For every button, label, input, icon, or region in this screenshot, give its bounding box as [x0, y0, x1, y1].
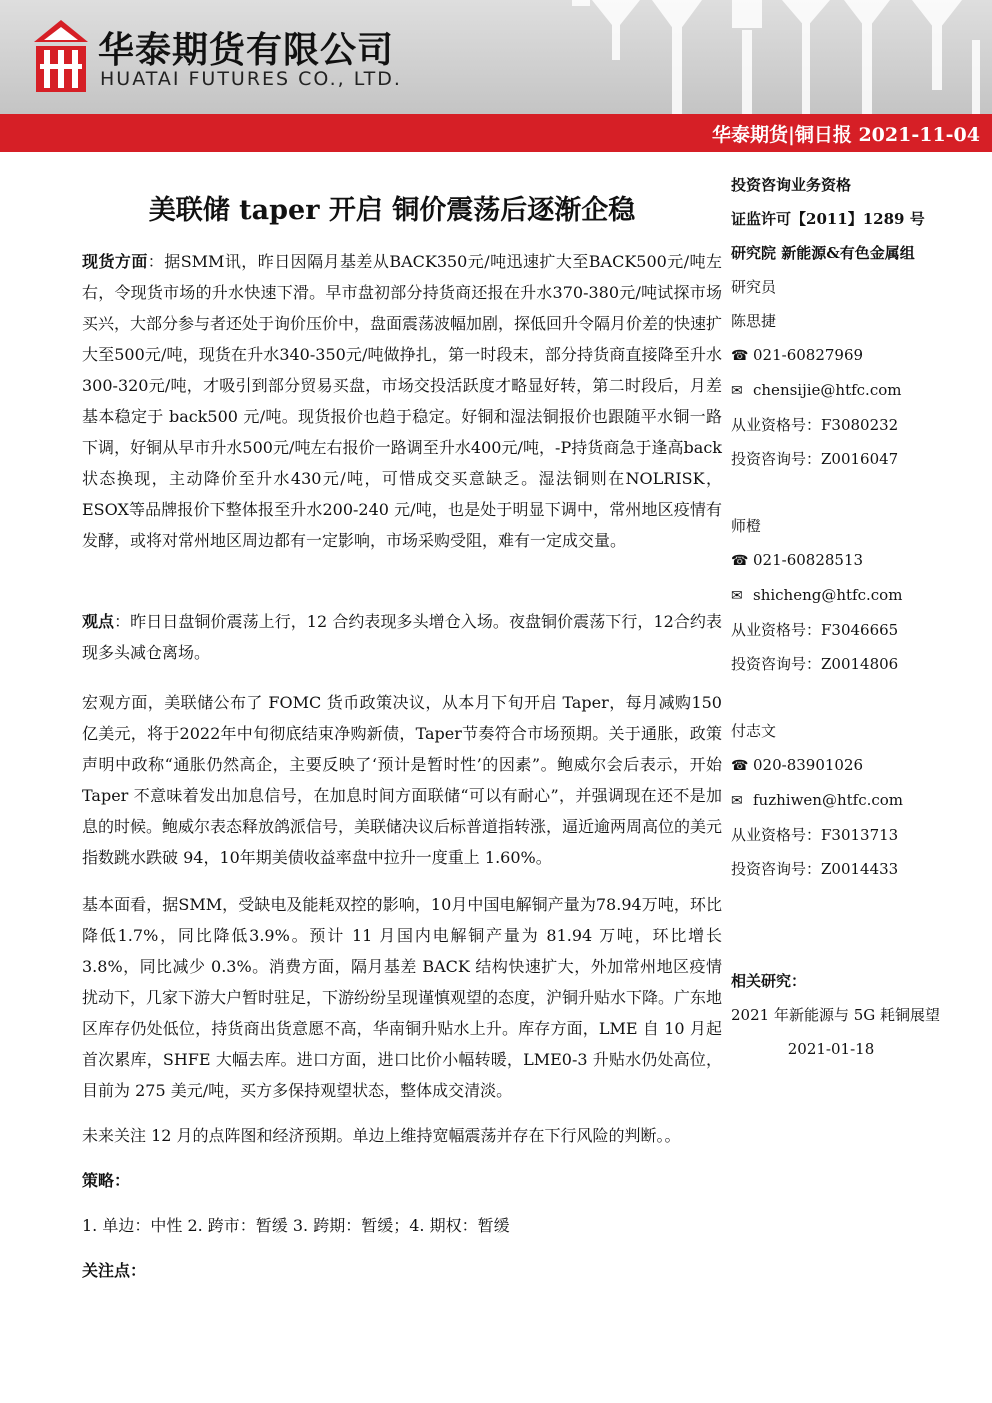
huatai-logo-icon: [32, 18, 90, 94]
fundamental-paragraph: 基本面看，据SMM，受缺电及能耗双控的影响，10月中国电解铜产量为78.94万吨，环比降低1.7%，同比降低3.9%。预计 11 月国内电解铜产量为 81.94 万吨，环比增长 3.8%，同比减少 0.3%。消费方面，隔月基差 BACK 结构快速扩大，外加常州地区疫情扰动下，几家下游大户暂时驻足，下游纷纷呈现谨慎观望的态度，沪铜升贴水下降。广东地区库存仍处低位，持货商出货意愿不高，华南铜升贴水上升。库存方面，LME 自 10 月起首次累库，SHFE 大幅去库。进口方面，进口比价小幅转暖，LME0-3 升贴水仍处高位，目前为 275 美元/吨，买方多保持观望状态，整体成交清淡。: [82, 895, 723, 1100]
analyst-license: 从业资格号：F3013713: [731, 826, 899, 844]
analyst-phone-row: [731, 543, 981, 578]
analyst-email-row: [731, 578, 981, 613]
report-tag: 华泰期货|铜日报 2021-11-04: [711, 124, 980, 146]
analyst-consult: 投资咨询号：Z0014433: [731, 860, 899, 878]
analyst-email[interactable]: fuzhiwen@htfc.com: [753, 791, 904, 809]
analyst-name: 陈思捷: [731, 312, 777, 330]
analyst-license: 从业资格号：F3046665: [731, 621, 899, 639]
related-date: 2021-01-18: [787, 1040, 875, 1058]
spot-text: ：据SMM讯，昨日因隔月基差从BACK350元/吨迅速扩大至BACK500元/吨左右，令现货市场的升水快速下滑。早市盘初部分持货商还报在升水370-380元/吨试探市场买兴，大部分参与者还处于询价压价中，盘面震荡波幅加剧，探低回升令隔月价差的快速扩大至500元/吨，现货在升水340-350元/吨做挣扎，第一时段末，部分持货商直接降至升水300-320元/吨，才吸引到部分贸易买盘，市场交投活跃度才略显好转，第二时段后，月差基本稳定于 back500 元/吨。现货报价也趋于稳定。好铜和湿法铜报价也跟随平水铜一路下调，好铜从早市升水500元/吨左右报价一路调至升水400元/吨，-P持货商急于逢高back状态换现，主动降价至升水430元/吨，可惜成交买意缺乏。湿法铜则在NOLRISK，ESOX等品牌报价下整体报至升水200-240 元/吨，也是处于明显下调中，常州地区疫情有发酵，或将对常州地区周边都有一定影响，市场采购受阻，难有一定成交量。: [82, 252, 723, 550]
article-title: 美联储 taper 开启 铜价震荡后逐渐企稳: [148, 195, 636, 226]
focus-heading: 关注点：: [82, 1261, 147, 1280]
report-banner: [0, 114, 992, 152]
analyst-phone-row: [731, 338, 981, 373]
strategy-heading: 策略：: [82, 1171, 131, 1190]
mail-icon: ✉: [731, 383, 743, 399]
qualification: 投资咨询业务资格: [731, 176, 852, 194]
macro-paragraph: 宏观方面，美联储公布了 FOMC 货币政策决议，从本月下旬开启 Taper，每月减购150亿美元，将于2022年中旬彻底结束净购新债，Taper节奏符合市场预期。关于通胀，政策声明中政称“通胀仍然高企，主要反映了‘预计是暂时性’的因素”。鲍威尔会后表示，开始 Taper 不意味着发出加息信号，在加息时间方面联储“可以有耐心”，并强调现在还不是加息的时候。鲍威尔表态释放鸽派信号，美联储决议后标普道指转涨，逼近逾两周高位的美元指数跳水跌破 94，10年期美债收益率盘中拉升一度重上 1.60%。: [82, 693, 723, 867]
analyst-name: 师橙: [731, 517, 762, 535]
spot-label: 现货方面: [82, 252, 148, 271]
mail-icon: ✉: [731, 793, 743, 809]
analyst-phone-row: [731, 748, 981, 783]
spot-paragraph: [82, 246, 722, 596]
phone-icon: ☎: [731, 553, 749, 569]
license-number: 证监许可【2011】1289 号: [731, 210, 925, 228]
analyst-phone: 021-60827969: [753, 346, 864, 364]
company-name-cn: 华泰期货有限公司: [98, 30, 395, 71]
analyst-phone: 021-60828513: [753, 551, 864, 569]
phone-icon: ☎: [731, 758, 749, 774]
mail-icon: ✉: [731, 588, 743, 604]
strategy-text: 1. 单边：中性 2. 跨市：暂缓 3. 跨期：暂缓；4. 期权：暂缓: [82, 1216, 510, 1235]
analyst-name: 付志文: [731, 722, 777, 740]
sidebar: [731, 168, 981, 1066]
related-heading: 相关研究：: [731, 972, 807, 990]
analyst-consult: 投资咨询号：Z0016047: [731, 450, 899, 468]
analyst-phone: 020-83901026: [753, 756, 864, 774]
analyst-email-row: [731, 373, 981, 408]
related-title[interactable]: 2021 年新能源与 5G 耗铜展望: [731, 1006, 941, 1024]
analyst-email-row: [731, 783, 981, 818]
analyst-consult: 投资咨询号：Z0014806: [731, 655, 899, 673]
article-body: [82, 246, 722, 1286]
outlook-paragraph: 未来关注 12 月的点阵图和经济预期。单边上维持宽幅震荡并存在下行风险的判断。。: [82, 1126, 681, 1145]
phone-icon: ☎: [731, 348, 749, 364]
role-label: 研究员: [731, 278, 777, 296]
department: 研究院 新能源&有色金属组: [731, 244, 915, 262]
page-header: [0, 0, 992, 114]
view-text: ：昨日日盘铜价震荡上行，12 合约表现多头增仓入场。夜盘铜价震荡下行，12合约表现多头减仓离场。: [82, 612, 722, 662]
analyst-email[interactable]: shicheng@htfc.com: [753, 586, 903, 604]
view-label: 观点: [82, 612, 115, 631]
company-name-en: HUATAI FUTURES CO., LTD.: [100, 68, 402, 90]
analyst-license: 从业资格号：F3080232: [731, 416, 899, 434]
header-decoration: [552, 0, 992, 114]
analyst-email[interactable]: chensijie@htfc.com: [753, 381, 902, 399]
view-paragraph: [82, 606, 722, 668]
